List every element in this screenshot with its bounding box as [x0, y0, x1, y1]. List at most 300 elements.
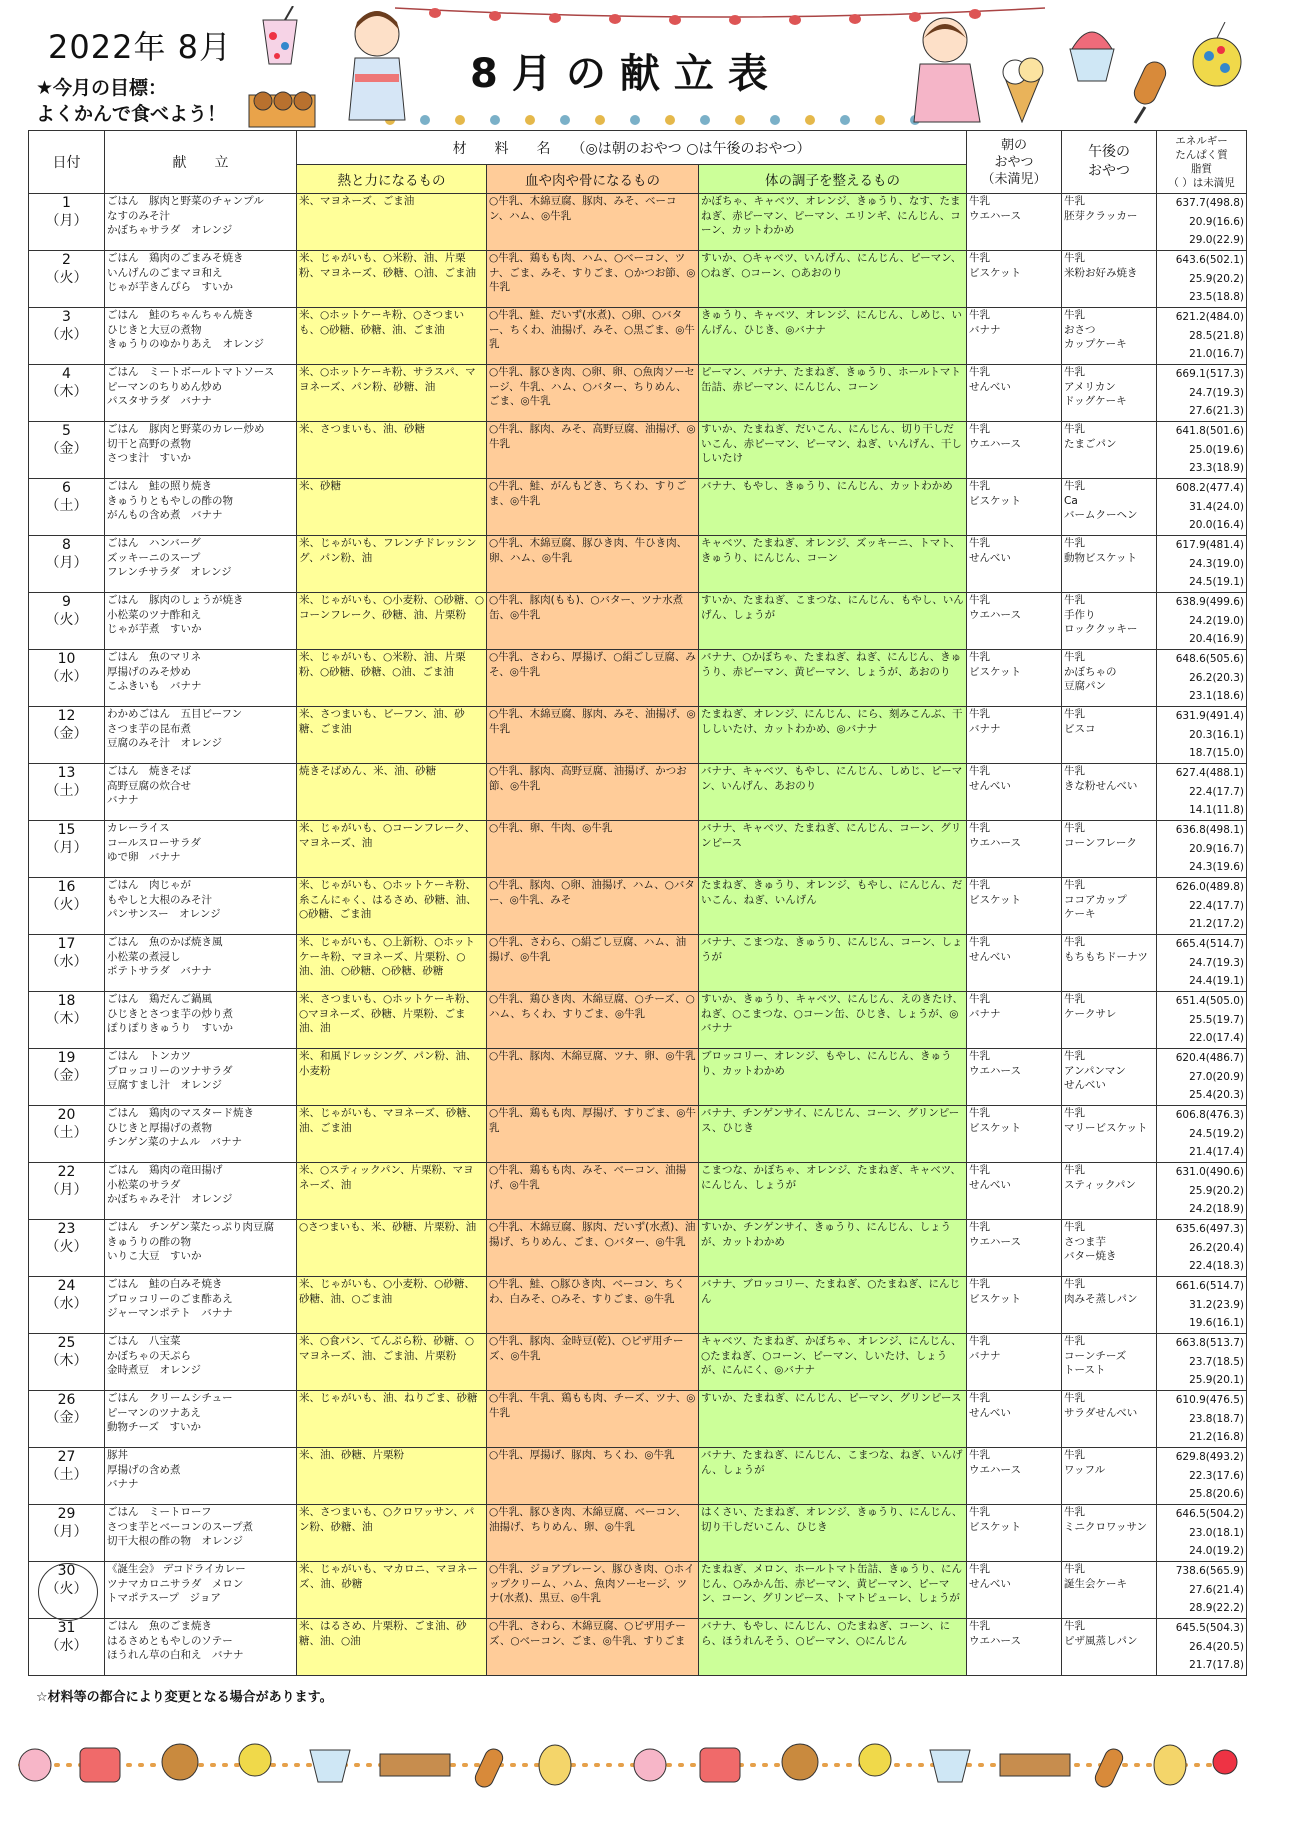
- condition-food-cell: キャベツ、たまねぎ、オレンジ、ズッキーニ、トマト、きゅうり、にんじん、コーン: [699, 536, 967, 593]
- pm-snack-cell: 牛乳 ケークサレ: [1062, 992, 1157, 1049]
- pm-snack-cell: 牛乳 コーンチーズ トースト: [1062, 1334, 1157, 1391]
- boy-happi-icon: [890, 10, 990, 125]
- date-cell: [29, 707, 105, 764]
- energy-food-cell: 米、油、砂糖、片栗粉: [297, 1448, 487, 1505]
- energy-value: 620.4(486.7): [1175, 1052, 1245, 1064]
- menu-cell: ごはん ハンバーグ ズッキーニのスープ フレンチサラダ オレンジ: [105, 536, 297, 593]
- body-food-cell: ○牛乳、豚肉、木綿豆腐、ツナ、卵、◎牛乳: [487, 1049, 699, 1106]
- table-row: [29, 308, 1247, 365]
- pm-snack-cell: 牛乳 きな粉せんべい: [1062, 764, 1157, 821]
- table-row: [29, 878, 1247, 935]
- date-cell: [29, 593, 105, 650]
- energy-food-cell: 米、じゃがいも、○ホットケーキ粉、糸こんにゃく、はるさめ、砂糖、油、○砂糖、ごま油: [297, 878, 487, 935]
- menu-cell: ごはん 鶏肉のごまみそ焼き いんげんのごまマヨ和え じゃが芋きんぴら すいか: [105, 251, 297, 308]
- am-snack-cell: 牛乳 バナナ: [967, 992, 1062, 1049]
- menu-cell: ごはん ミートボールトマトソース ピーマンのちりめん炒め パスタサラダ バナナ: [105, 365, 297, 422]
- condition-food-cell: バナナ、もやし、にんじん、○たまねぎ、コーン、にら、ほうれんそう、○ピーマン、○にんじん: [699, 1619, 967, 1676]
- table-row: [29, 1049, 1247, 1106]
- fat-value: 23.5(18.8): [1189, 291, 1245, 303]
- am-snack-cell: 牛乳 バナナ: [967, 707, 1062, 764]
- pm-snack-cell: 牛乳 米粉お好み焼き: [1062, 251, 1157, 308]
- energy-value: 621.2(484.0): [1175, 311, 1245, 323]
- day-number: 23: [57, 1221, 76, 1237]
- energy-value: 665.4(514.7): [1175, 938, 1245, 950]
- body-food-cell: ○牛乳、木綿豆腐、豚肉、みそ、ベーコン、ハム、◎牛乳: [487, 194, 699, 251]
- fat-value: 28.9(22.2): [1189, 1602, 1245, 1614]
- date-cell: [29, 764, 105, 821]
- date-cell: [29, 1619, 105, 1676]
- condition-food-cell: バナナ、キャベツ、たまねぎ、にんじん、コーン、グリンピース: [699, 821, 967, 878]
- am-snack-cell: 牛乳 ビスケット: [967, 1106, 1062, 1163]
- day-number: 24: [57, 1278, 76, 1294]
- ice-cream-cone-icon: [995, 48, 1050, 123]
- menu-cell: ごはん 鮭の照り焼き きゅうりともやしの酢の物 がんもの含め煮 バナナ: [105, 479, 297, 536]
- date-cell: [29, 365, 105, 422]
- weekday: （土）: [45, 1125, 88, 1141]
- condition-food-cell: バナナ、○かぼちゃ、たまねぎ、ねぎ、にんじん、きゅうり、赤ピーマン、黄ピーマン、しょうが、あおのり: [699, 650, 967, 707]
- condition-food-cell: バナナ、たまねぎ、にんじん、こまつな、ねぎ、いんげん、しょうが: [699, 1448, 967, 1505]
- weekday: （土）: [45, 1467, 88, 1483]
- date-cell: [29, 1220, 105, 1277]
- col-body-food-header: 血や肉や骨になるもの: [487, 165, 699, 194]
- day-number: 5: [62, 423, 71, 439]
- energy-value: 651.4(505.0): [1175, 995, 1245, 1007]
- date-cell: [29, 536, 105, 593]
- pm-snack-cell: 牛乳 Ca バームクーヘン: [1062, 479, 1157, 536]
- date-cell: [29, 422, 105, 479]
- nutrition-cell: [1157, 194, 1247, 251]
- energy-food-cell: 米、じゃがいも、○上新粉、○ホットケーキ粉、マヨネーズ、片栗粉、○油、油、○砂糖、○砂糖、砂糖: [297, 935, 487, 992]
- table-row: [29, 1505, 1247, 1562]
- pm-snack-cell: 牛乳 さつま芋 バター焼き: [1062, 1220, 1157, 1277]
- condition-food-cell: すいか、○キャベツ、いんげん、にんじん、ピーマン、○ねぎ、○コーン、○あおのり: [699, 251, 967, 308]
- condition-food-cell: すいか、きゅうり、キャベツ、にんじん、えのきたけ、ねぎ、○こまつな、○コーン缶、ひじき、しょうが、◎バナナ: [699, 992, 967, 1049]
- energy-value: 663.8(513.7): [1175, 1337, 1245, 1349]
- table-row: [29, 251, 1247, 308]
- day-number: 18: [57, 993, 76, 1009]
- nutrition-cell: [1157, 1619, 1247, 1676]
- date-cell: [29, 1448, 105, 1505]
- fat-value: 23.3(18.9): [1189, 462, 1245, 474]
- menu-cell: 豚丼 厚揚げの含め煮 バナナ: [105, 1448, 297, 1505]
- body-food-cell: ○牛乳、さわら、○絹ごし豆腐、ハム、油揚げ、◎牛乳: [487, 935, 699, 992]
- protein-value: 26.2(20.4): [1189, 1241, 1245, 1254]
- body-food-cell: ○牛乳、さわら、木綿豆腐、○ピザ用チーズ、○ベーコン、ごま、◎牛乳、すりごま: [487, 1619, 699, 1676]
- energy-food-cell: 米、じゃがいも、マヨネーズ、砂糖、油、ごま油: [297, 1106, 487, 1163]
- weekday: （火）: [45, 897, 88, 913]
- pm-snack-cell: 牛乳 ビスコ: [1062, 707, 1157, 764]
- pm-snack-cell: 牛乳 アメリカン ドッグケーキ: [1062, 365, 1157, 422]
- menu-cell: ごはん 魚のマリネ 厚揚げのみそ炒め こふきいも バナナ: [105, 650, 297, 707]
- body-food-cell: ○牛乳、鶏もも肉、厚揚げ、すりごま、◎牛乳: [487, 1106, 699, 1163]
- nutrition-cell: [1157, 1163, 1247, 1220]
- pm-snack-cell: 牛乳 胚芽クラッカー: [1062, 194, 1157, 251]
- col-condition-food-header: 体の調子を整えるもの: [699, 165, 967, 194]
- condition-food-cell: きゅうり、キャベツ、オレンジ、にんじん、しめじ、いんげん、ひじき、◎バナナ: [699, 308, 967, 365]
- col-menu-header: 献 立: [105, 131, 297, 194]
- nutrition-cell: [1157, 1391, 1247, 1448]
- fat-value: 23.1(18.6): [1189, 690, 1245, 702]
- am-snack-cell: 牛乳 せんべい: [967, 536, 1062, 593]
- condition-food-cell: かぼちゃ、キャベツ、オレンジ、きゅうり、なす、たまねぎ、赤ピーマン、ピーマン、エリンギ、にんじん、コーン、カットわかめ: [699, 194, 967, 251]
- fat-value: 21.4(17.4): [1189, 1146, 1245, 1158]
- pm-snack-cell: 牛乳 おさつ カップケーキ: [1062, 308, 1157, 365]
- day-number: 27: [57, 1449, 76, 1465]
- day-number: 26: [57, 1392, 76, 1408]
- protein-value: 23.0(18.1): [1189, 1526, 1245, 1539]
- condition-food-cell: すいか、たまねぎ、にんじん、ピーマン、グリンピース: [699, 1391, 967, 1448]
- date-cell: [29, 479, 105, 536]
- am-snack-cell: 牛乳 ビスケット: [967, 479, 1062, 536]
- protein-value: 23.8(18.7): [1189, 1412, 1245, 1425]
- weekday: （火）: [45, 1581, 88, 1597]
- energy-food-cell: 米、じゃがいも、○小麦粉、○砂糖、○コーンフレーク、砂糖、油、片栗粉: [297, 593, 487, 650]
- goal-text: よくかんで食べよう！: [36, 103, 227, 125]
- birthday-date-circle: [38, 1563, 98, 1621]
- protein-value: 28.5(21.8): [1189, 329, 1245, 342]
- pm-snack-cell: 牛乳 ミニクロワッサン: [1062, 1505, 1157, 1562]
- protein-value: 23.7(18.5): [1189, 1355, 1245, 1368]
- body-food-cell: ○牛乳、木綿豆腐、豚ひき肉、牛ひき肉、卵、ハム、◎牛乳: [487, 536, 699, 593]
- am-snack-cell: 牛乳 せんべい: [967, 935, 1062, 992]
- nutrition-cell: [1157, 308, 1247, 365]
- protein-value: 20.9(16.7): [1189, 842, 1245, 855]
- energy-value: 648.6(505.6): [1175, 653, 1245, 665]
- day-number: 30: [57, 1563, 76, 1579]
- body-food-cell: ○牛乳、鮭、○豚ひき肉、ベーコン、ちくわ、白みそ、○みそ、すりごま、◎牛乳: [487, 1277, 699, 1334]
- weekday: （月）: [45, 1524, 88, 1540]
- protein-value: 22.4(17.7): [1189, 785, 1245, 798]
- energy-food-cell: ○さつまいも、米、砂糖、片栗粉、油: [297, 1220, 487, 1277]
- energy-value: 627.4(488.1): [1175, 767, 1245, 779]
- table-row: [29, 422, 1247, 479]
- condition-food-cell: すいか、チンゲンサイ、きゅうり、にんじん、しょうが、カットわかめ: [699, 1220, 967, 1277]
- body-food-cell: ○牛乳、鮭、だいず(水煮)、○卵、○バター、ちくわ、油揚げ、みそ、○黒ごま、◎牛乳: [487, 308, 699, 365]
- am-snack-cell: 牛乳 ビスケット: [967, 1505, 1062, 1562]
- weekday: （土）: [45, 783, 88, 799]
- nutrition-cell: [1157, 707, 1247, 764]
- condition-food-cell: バナナ、こまつな、きゅうり、にんじん、コーン、しょうが: [699, 935, 967, 992]
- condition-food-cell: バナナ、もやし、きゅうり、にんじん、カットわかめ: [699, 479, 967, 536]
- weekday: （水）: [45, 327, 88, 343]
- weekday: （月）: [45, 1182, 88, 1198]
- body-food-cell: ○牛乳、厚揚げ、豚肉、ちくわ、◎牛乳: [487, 1448, 699, 1505]
- am-snack-cell: 牛乳 ウエハース: [967, 593, 1062, 650]
- fat-value: 21.2(17.2): [1189, 918, 1245, 930]
- pm-snack-cell: 牛乳 肉みそ蒸しパン: [1062, 1277, 1157, 1334]
- fat-value: 24.5(19.1): [1189, 576, 1245, 588]
- condition-food-cell: バナナ、チンゲンサイ、にんじん、コーン、グリンピース、ひじき: [699, 1106, 967, 1163]
- am-snack-cell: 牛乳 ウエハース: [967, 194, 1062, 251]
- am-snack-cell: 牛乳 ビスケット: [967, 1277, 1062, 1334]
- body-food-cell: ○牛乳、豚ひき肉、○卵、卵、○魚肉ソーセージ、牛乳、ハム、○バター、ちりめん、ごま、◎牛乳: [487, 365, 699, 422]
- menu-cell: ごはん 肉じゃが もやしと大根のみそ汁 パンサンスー オレンジ: [105, 878, 297, 935]
- nutrition-cell: [1157, 1448, 1247, 1505]
- energy-value: 606.8(476.3): [1175, 1109, 1245, 1121]
- weekday: （木）: [45, 1011, 88, 1027]
- day-number: 19: [57, 1050, 76, 1066]
- pm-snack-cell: 牛乳 ココアカップ ケーキ: [1062, 878, 1157, 935]
- weekday: （火）: [45, 1239, 88, 1255]
- menu-cell: ごはん クリームシチュー ピーマンのツナあえ 動物チーズ すいか: [105, 1391, 297, 1448]
- col-energy-food-header: 熱と力になるもの: [297, 165, 487, 194]
- monthly-goal: [36, 75, 226, 127]
- nutrition-cell: [1157, 1106, 1247, 1163]
- body-food-cell: ○牛乳、牛乳、鶏もも肉、チーズ、ツナ、◎牛乳: [487, 1391, 699, 1448]
- energy-food-cell: 米、和風ドレッシング、パン粉、油、小麦粉: [297, 1049, 487, 1106]
- fat-value: 29.0(22.9): [1189, 234, 1245, 246]
- table-row: [29, 1391, 1247, 1448]
- weekday: （金）: [45, 441, 88, 457]
- pm-snack-cell: 牛乳 アンパンマン せんべい: [1062, 1049, 1157, 1106]
- menu-cell: ごはん 魚のごま焼き はるさめともやしのソテー ほうれん草の白和え バナナ: [105, 1619, 297, 1676]
- date-cell: [29, 308, 105, 365]
- nutrition-cell: [1157, 1220, 1247, 1277]
- menu-cell: わかめごはん 五目ビーフン さつま芋の昆布煮 豆腐のみそ汁 オレンジ: [105, 707, 297, 764]
- day-number: 3: [62, 309, 71, 325]
- weekday: （水）: [45, 1638, 88, 1654]
- nutrition-cell: [1157, 1277, 1247, 1334]
- shaved-ice-icon: [1062, 15, 1122, 85]
- protein-value: 22.3(17.6): [1189, 1469, 1245, 1482]
- energy-food-cell: 米、○スティックパン、片栗粉、マヨネーズ、油: [297, 1163, 487, 1220]
- energy-food-cell: 米、じゃがいも、フレンチドレッシング、パン粉、油: [297, 536, 487, 593]
- weekday: （金）: [45, 726, 88, 742]
- nutrition-cell: [1157, 821, 1247, 878]
- energy-food-cell: 米、さつまいも、○ホットケーキ粉、○マヨネーズ、砂糖、片栗粉、ごま油、油: [297, 992, 487, 1049]
- am-snack-cell: 牛乳 せんべい: [967, 1163, 1062, 1220]
- am-snack-cell: 牛乳 ウエハース: [967, 422, 1062, 479]
- nutrition-cell: [1157, 251, 1247, 308]
- protein-value: 31.4(24.0): [1189, 500, 1245, 513]
- energy-food-cell: 米、じゃがいも、マカロニ、マヨネーズ、油、砂糖: [297, 1562, 487, 1619]
- day-number: 8: [62, 537, 71, 553]
- weekday: （火）: [45, 270, 88, 286]
- fat-value: 21.2(16.8): [1189, 1431, 1245, 1443]
- day-number: 10: [57, 651, 76, 667]
- nutrition-cell: [1157, 992, 1247, 1049]
- pm-snack-cell: 牛乳 もちもちドーナツ: [1062, 935, 1157, 992]
- nutrition-cell: [1157, 365, 1247, 422]
- nutrition-cell: [1157, 764, 1247, 821]
- date-cell: [29, 650, 105, 707]
- pm-snack-cell: 牛乳 誕生会ケーキ: [1062, 1562, 1157, 1619]
- day-number: 13: [57, 765, 76, 781]
- nutrition-cell: [1157, 1049, 1247, 1106]
- pm-snack-cell: 牛乳 たまごパン: [1062, 422, 1157, 479]
- menu-table-body: [29, 194, 1247, 1676]
- body-food-cell: ○牛乳、ジョアプレーン、豚ひき肉、○ホイップクリーム、ハム、魚肉ソーセージ、ツナ(水煮)、黒豆、◎牛乳: [487, 1562, 699, 1619]
- weekday: （木）: [45, 384, 88, 400]
- day-number: 17: [57, 936, 76, 952]
- energy-value: 645.5(504.3): [1175, 1622, 1245, 1634]
- pm-snack-cell: 牛乳 マリービスケット: [1062, 1106, 1157, 1163]
- menu-cell: ごはん 鮭のちゃんちゃん焼き ひじきと大豆の煮物 きゅうりのゆかりあえ オレンジ: [105, 308, 297, 365]
- menu-cell: ごはん 鮭の白みそ焼き ブロッコリーのごま酢あえ ジャーマンポテト バナナ: [105, 1277, 297, 1334]
- energy-value: 626.0(489.8): [1175, 881, 1245, 893]
- menu-cell: ごはん ミートローフ さつま芋とベーコンのスープ煮 切干大根の酢の物 オレンジ: [105, 1505, 297, 1562]
- condition-food-cell: すいか、たまねぎ、だいこん、にんじん、切り干しだいこん、赤ピーマン、ピーマン、ねぎ、いんげん、干ししいたけ: [699, 422, 967, 479]
- protein-value: 25.0(19.6): [1189, 443, 1245, 456]
- page-title: 8月の献立表: [470, 51, 782, 97]
- pm-snack-cell: 牛乳 ピザ風蒸しパン: [1062, 1619, 1157, 1676]
- table-row: [29, 593, 1247, 650]
- body-food-cell: ○牛乳、豚肉(もも)、○バター、ツナ水煮缶、◎牛乳: [487, 593, 699, 650]
- am-snack-cell: 牛乳 ウエハース: [967, 821, 1062, 878]
- date-cell: [29, 251, 105, 308]
- fat-value: 18.7(15.0): [1189, 747, 1245, 759]
- am-snack-cell: 牛乳 せんべい: [967, 1562, 1062, 1619]
- fat-value: 21.7(17.8): [1189, 1659, 1245, 1671]
- protein-value: 25.5(19.7): [1189, 1013, 1245, 1026]
- day-number: 15: [57, 822, 76, 838]
- table-row: [29, 1448, 1247, 1505]
- date-cell: [29, 821, 105, 878]
- weekday: （月）: [45, 213, 88, 229]
- body-food-cell: ○牛乳、卵、牛肉、◎牛乳: [487, 821, 699, 878]
- menu-cell: ごはん 鶏肉のマスタード焼き ひじきと厚揚げの煮物 チンゲン菜のナムル バナナ: [105, 1106, 297, 1163]
- corn-dog-icon: [1125, 55, 1180, 125]
- am-snack-cell: 牛乳 ビスケット: [967, 251, 1062, 308]
- condition-food-cell: はくさい、たまねぎ、オレンジ、きゅうり、にんじん、切り干しだいこん、ひじき: [699, 1505, 967, 1562]
- body-food-cell: ○牛乳、豚肉、みそ、高野豆腐、油揚げ、◎牛乳: [487, 422, 699, 479]
- menu-cell: ごはん 鶏肉の竜田揚げ 小松菜のサラダ かぼちゃみそ汁 オレンジ: [105, 1163, 297, 1220]
- condition-food-cell: キャベツ、たまねぎ、かぼちゃ、オレンジ、にんじん、○たまねぎ、○コーン、ピーマン、しいたけ、しょうが、にんにく、◎バナナ: [699, 1334, 967, 1391]
- menu-cell: ごはん トンカツ ブロッコリーのツナサラダ 豆腐すまし汁 オレンジ: [105, 1049, 297, 1106]
- energy-value: 669.1(517.3): [1175, 368, 1245, 380]
- table-row: [29, 992, 1247, 1049]
- condition-food-cell: すいか、たまねぎ、こまつな、にんじん、もやし、いんげん、しょうが: [699, 593, 967, 650]
- date-cell: [29, 878, 105, 935]
- fat-value: 24.4(19.1): [1189, 975, 1245, 987]
- energy-food-cell: 米、じゃがいも、油、ねりごま、砂糖: [297, 1391, 487, 1448]
- fat-value: 25.8(20.6): [1189, 1488, 1245, 1500]
- body-food-cell: ○牛乳、さわら、厚揚げ、○絹ごし豆腐、みそ、◎牛乳: [487, 650, 699, 707]
- energy-food-cell: 米、じゃがいも、○米粉、油、片栗粉、マヨネーズ、砂糖、○油、ごま油: [297, 251, 487, 308]
- energy-value: 629.8(493.2): [1175, 1451, 1245, 1463]
- protein-value: 20.9(16.6): [1189, 215, 1245, 228]
- energy-value: 643.6(502.1): [1175, 254, 1245, 266]
- col-ingredients-header: 材 料 名 （◎は朝のおやつ ○は午後のおやつ）: [297, 131, 967, 165]
- pm-snack-cell: 牛乳 スティックパン: [1062, 1163, 1157, 1220]
- pm-snack-cell: 牛乳 動物ビスケット: [1062, 536, 1157, 593]
- energy-value: 637.7(498.8): [1175, 197, 1245, 209]
- nutrition-cell: [1157, 1505, 1247, 1562]
- pm-snack-cell: 牛乳 かぼちゃの 豆腐パン: [1062, 650, 1157, 707]
- nutrition-cell: [1157, 1334, 1247, 1391]
- nutrition-cell: [1157, 1562, 1247, 1619]
- energy-food-cell: 米、さつまいも、○クロワッサン、パン粉、砂糖、油: [297, 1505, 487, 1562]
- table-row: [29, 764, 1247, 821]
- fat-value: 24.0(19.2): [1189, 1545, 1245, 1557]
- dot-border-icon: [370, 112, 930, 128]
- energy-food-cell: 米、砂糖: [297, 479, 487, 536]
- day-number: 16: [57, 879, 76, 895]
- energy-food-cell: 米、じゃがいも、○コーンフレーク、マヨネーズ、油: [297, 821, 487, 878]
- menu-cell: ごはん 豚肉と野菜のカレー炒め 切干と高野の煮物 さつま汁 すいか: [105, 422, 297, 479]
- protein-value: 24.2(19.0): [1189, 614, 1245, 627]
- weekday: （月）: [45, 555, 88, 571]
- date-cell: [29, 1163, 105, 1220]
- fat-value: 25.4(20.3): [1189, 1089, 1245, 1101]
- energy-food-cell: 米、○ホットケーキ粉、○さつまいも、○砂糖、砂糖、油、ごま油: [297, 308, 487, 365]
- energy-food-cell: 米、じゃがいも、○小麦粉、○砂糖、砂糖、油、○ごま油: [297, 1277, 487, 1334]
- date-cell: [29, 1277, 105, 1334]
- am-snack-cell: 牛乳 ビスケット: [967, 878, 1062, 935]
- table-row: [29, 365, 1247, 422]
- weekday: （金）: [45, 1068, 88, 1084]
- weekday: （金）: [45, 1410, 88, 1426]
- pm-snack-cell: 牛乳 手作り ロッククッキー: [1062, 593, 1157, 650]
- day-number: 1: [62, 195, 71, 211]
- body-food-cell: ○牛乳、鶏ひき肉、木綿豆腐、○チーズ、○ハム、ちくわ、すりごま、◎牛乳: [487, 992, 699, 1049]
- nutrition-cell: [1157, 536, 1247, 593]
- energy-food-cell: 米、マヨネーズ、ごま油: [297, 194, 487, 251]
- day-number: 9: [62, 594, 71, 610]
- fat-value: 21.0(16.7): [1189, 348, 1245, 360]
- col-date-header: 日付: [29, 131, 105, 194]
- date-cell: [29, 194, 105, 251]
- body-food-cell: ○牛乳、豚肉、金時豆(乾)、○ピザ用チーズ、◎牛乳: [487, 1334, 699, 1391]
- pm-snack-cell: 牛乳 サラダせんべい: [1062, 1391, 1157, 1448]
- nutrition-cell: [1157, 935, 1247, 992]
- day-number: 4: [62, 366, 71, 382]
- weekday: （水）: [45, 1296, 88, 1312]
- condition-food-cell: こまつな、かぼちゃ、オレンジ、たまねぎ、キャベツ、にんじん、しょうが: [699, 1163, 967, 1220]
- am-snack-cell: 牛乳 ウエハース: [967, 1220, 1062, 1277]
- body-food-cell: ○牛乳、鮭、がんもどき、ちくわ、すりごま、◎牛乳: [487, 479, 699, 536]
- fat-value: 14.1(11.8): [1189, 804, 1245, 816]
- menu-cell: ごはん 八宝菜 かぼちゃの天ぷら 金時煮豆 オレンジ: [105, 1334, 297, 1391]
- year-month: 2022年 8月: [48, 28, 232, 66]
- menu-cell: ごはん チンゲン菜たっぷり肉豆腐 きゅうりの酢の物 いりこ大豆 すいか: [105, 1220, 297, 1277]
- energy-food-cell: 米、さつまいも、油、砂糖: [297, 422, 487, 479]
- menu-cell: ごはん 魚のかば焼き風 小松菜の煮浸し ポテトサラダ バナナ: [105, 935, 297, 992]
- body-food-cell: ○牛乳、木綿豆腐、豚肉、だいず(水煮)、油揚げ、ちりめん、ごま、○バター、◎牛乳: [487, 1220, 699, 1277]
- nutrition-cell: [1157, 650, 1247, 707]
- energy-value: 617.9(481.4): [1175, 539, 1245, 551]
- fat-value: 25.9(20.1): [1189, 1374, 1245, 1386]
- condition-food-cell: ピーマン、バナナ、たまねぎ、きゅうり、ホールトマト缶詰、赤ピーマン、にんじん、コーン: [699, 365, 967, 422]
- energy-food-cell: 米、○ホットケーキ粉、サラスパ、マヨネーズ、パン粉、砂糖、油: [297, 365, 487, 422]
- weekday: （水）: [45, 954, 88, 970]
- menu-cell: ごはん 豚肉のしょうが焼き 小松菜のツナ酢和え じゃが芋煮 すいか: [105, 593, 297, 650]
- energy-value: 738.6(565.9): [1175, 1565, 1245, 1577]
- table-row: [29, 707, 1247, 764]
- takoyaki-icon: [245, 75, 320, 130]
- date-cell: [29, 935, 105, 992]
- condition-food-cell: ブロッコリー、オレンジ、もやし、にんじん、きゅうり、カットわかめ: [699, 1049, 967, 1106]
- energy-food-cell: 焼きそばめん、米、油、砂糖: [297, 764, 487, 821]
- weekday: （月）: [45, 840, 88, 856]
- menu-cell: ごはん 鶏だんご鍋風 ひじきとさつま芋の炒り煮 ぽりぽりきゅうり すいか: [105, 992, 297, 1049]
- day-number: 29: [57, 1506, 76, 1522]
- nutrition-cell: [1157, 422, 1247, 479]
- protein-value: 20.3(16.1): [1189, 728, 1245, 741]
- nutrition-cell: [1157, 479, 1247, 536]
- day-number: 20: [57, 1107, 76, 1123]
- energy-food-cell: 米、じゃがいも、○米粉、油、片栗粉、○砂糖、砂糖、○油、ごま油: [297, 650, 487, 707]
- table-row: [29, 1619, 1247, 1676]
- fat-value: 24.3(19.6): [1189, 861, 1245, 873]
- day-number: 25: [57, 1335, 76, 1351]
- protein-value: 24.3(19.0): [1189, 557, 1245, 570]
- body-food-cell: ○牛乳、木綿豆腐、豚肉、みそ、油揚げ、◎牛乳: [487, 707, 699, 764]
- energy-food-cell: 米、はるさめ、片栗粉、ごま油、砂糖、油、○油: [297, 1619, 487, 1676]
- table-row: [29, 650, 1247, 707]
- date-cell: [29, 1505, 105, 1562]
- am-snack-cell: 牛乳 バナナ: [967, 1334, 1062, 1391]
